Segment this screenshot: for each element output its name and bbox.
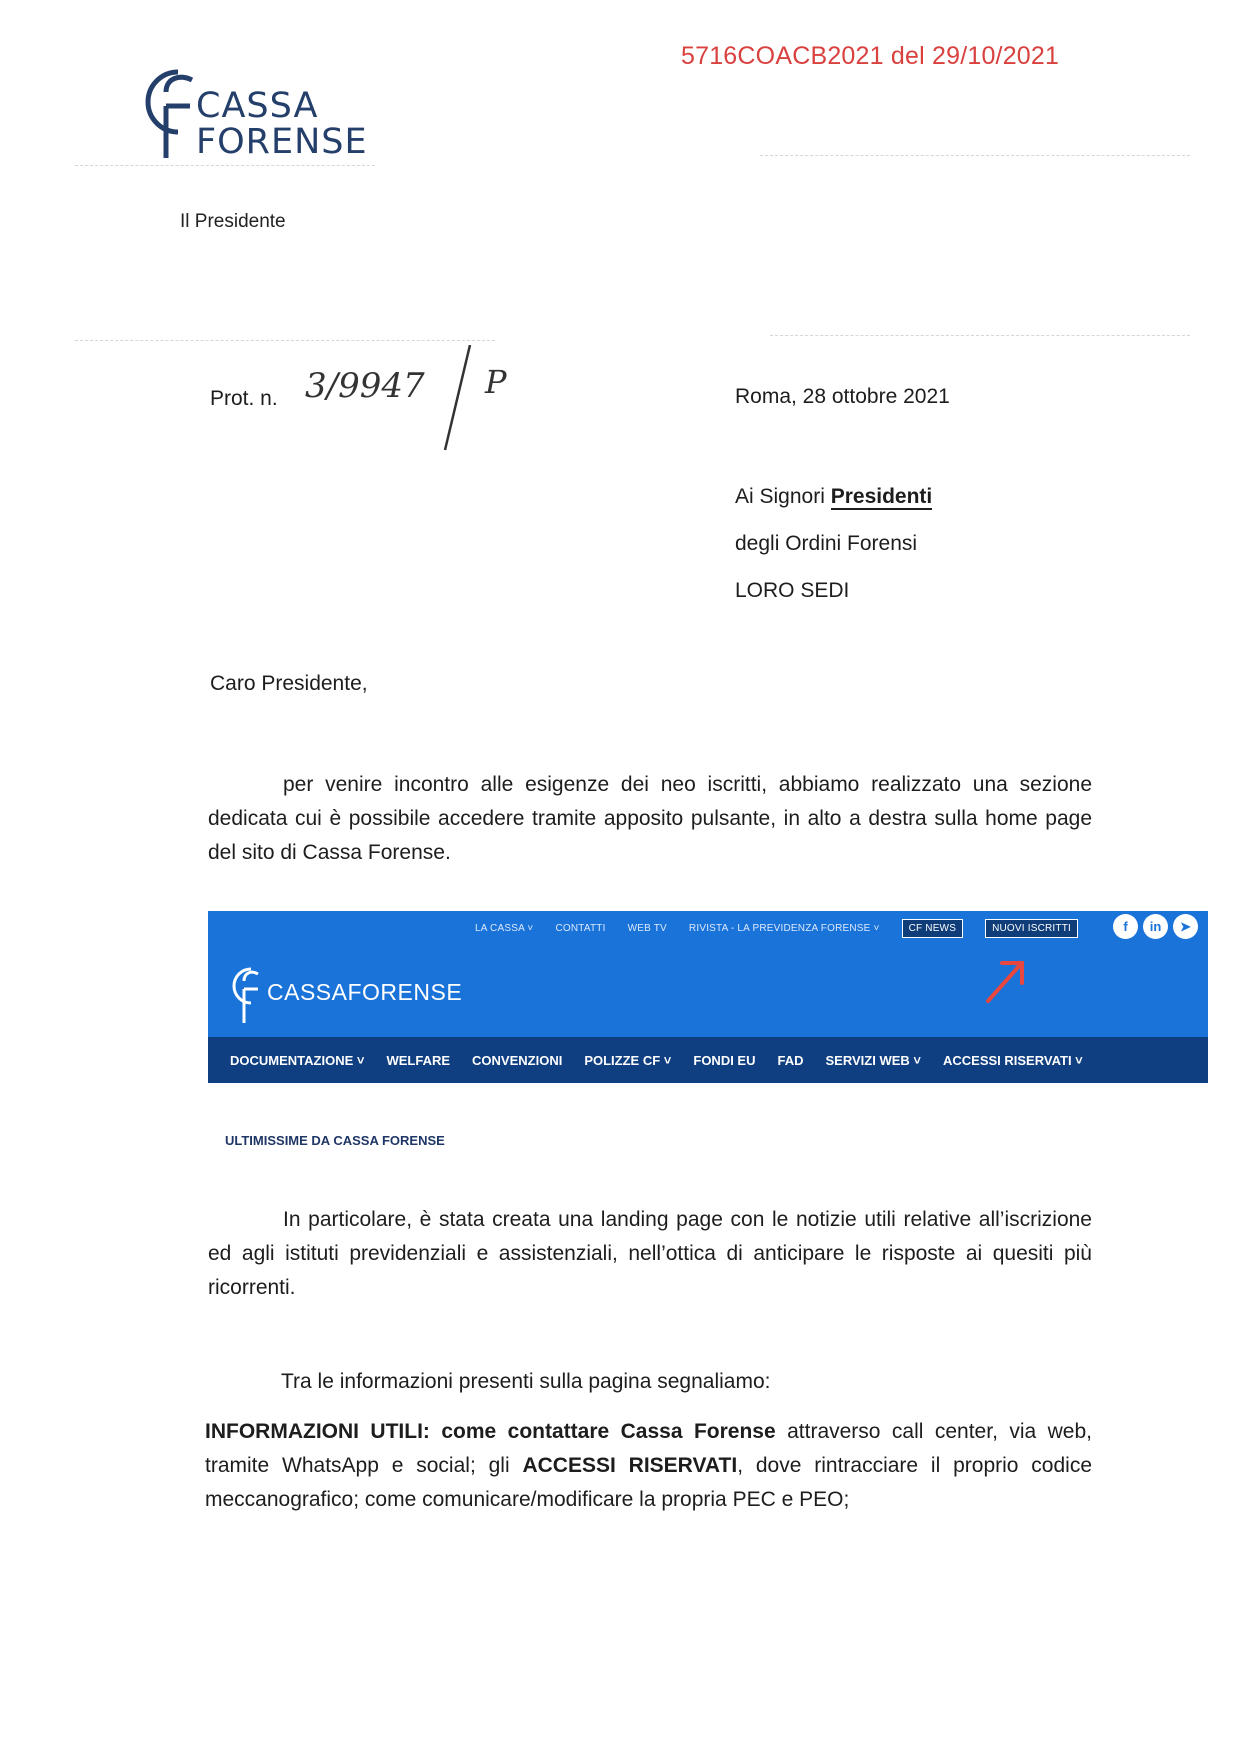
nav-fondi-eu: FONDI EU — [693, 1052, 756, 1068]
p4-text-1: attraverso call center, via web, tramite WhatsApp e social; gli — [205, 1420, 1092, 1477]
website-screenshot — [208, 911, 1208, 1083]
social-icons — [1113, 914, 1198, 939]
p4-separator: : — [422, 1420, 442, 1443]
logo-text-forense: FORENSE — [196, 122, 368, 162]
top-nav-web-tv: WEB TV — [627, 923, 667, 934]
red-arrow-icon — [978, 951, 1038, 1011]
cassa-forense-logo — [130, 58, 380, 162]
top-nav-la-cassa: LA CASSA ˅ — [475, 923, 534, 934]
sender-title: Il Presidente — [180, 211, 286, 232]
website-main-nav — [208, 1037, 1208, 1083]
scan-artifact — [770, 335, 1190, 337]
website-top-nav — [475, 919, 1078, 938]
cf-news-button: CF NEWS — [902, 919, 964, 938]
ultimissime-label: ULTIMISSIME DA CASSA FORENSE — [225, 1133, 445, 1148]
scan-artifact — [760, 155, 1190, 157]
nav-fad: FAD — [777, 1052, 804, 1068]
website-logo-text: CASSAFORENSE — [267, 978, 463, 1005]
nuovi-iscritti-button: NUOVI ISCRITTI — [985, 919, 1078, 938]
addressee-presidenti: Presidenti — [830, 485, 933, 508]
paragraph-1: per venire incontro alle esigenze dei neo iscritti, abbiamo realizzato una sezione dedicata cui è possibile accedere tramite apposito pulsante, in alto a destra sulla home page del sito di Cassa Forense. — [208, 773, 1092, 864]
nav-servizi-web: SERVIZI WEB ˅ — [825, 1052, 921, 1068]
handwritten-protocol-number — [305, 345, 535, 455]
handwritten-p: P — [485, 363, 507, 401]
letter-date: Roma, 28 ottobre 2021 — [735, 385, 950, 408]
addressee-line3: LORO SEDI — [735, 579, 850, 602]
top-nav-contatti: CONTATTI — [555, 923, 606, 934]
p4-informazioni-utili: INFORMAZIONI UTILI — [205, 1420, 423, 1443]
nav-convenzioni: CONVENZIONI — [472, 1052, 563, 1068]
scan-artifact — [75, 340, 495, 342]
nav-polizze-cf: POLIZZE CF ˅ — [584, 1052, 672, 1068]
nav-welfare: WELFARE — [386, 1052, 451, 1068]
p4-accessi-riservati: ACCESSI RISERVATI — [522, 1454, 738, 1477]
logo-text-cassa: CASSA — [196, 86, 319, 126]
scan-artifact — [75, 165, 375, 167]
p4-come-contattare: come contattare Cassa Forense — [441, 1420, 776, 1443]
p4-text-2: , dove rintracciare il proprio codice meccanografico; come comunicare/modificare la propria PEC e PEO; — [205, 1454, 1093, 1511]
paragraph-4 — [205, 1415, 1092, 1517]
linkedin-icon: in — [1143, 914, 1168, 939]
salutation: Caro Presidente, — [210, 672, 368, 695]
addressee-line1 — [735, 473, 932, 520]
top-nav-rivista: RIVISTA - LA PREVIDENZA FORENSE ˅ — [688, 923, 880, 934]
telegram-icon: ➤ — [1173, 914, 1198, 939]
protocol-stamp: 5716COACB2021 del 29/10/2021 — [681, 42, 1060, 70]
protocol-label: Prot. n. — [210, 387, 278, 410]
cf-logo-icon — [225, 961, 265, 1023]
nav-documentazione: DOCUMENTAZIONE ˅ — [230, 1052, 365, 1068]
facebook-icon: f — [1113, 914, 1138, 939]
handwritten-digits: 3/9947 — [305, 366, 425, 406]
paragraph-3: Tra le informazioni presenti sulla pagina segnaliamo: — [281, 1370, 771, 1393]
website-logo — [225, 961, 462, 1023]
addressee-prefix: Ai Signori — [735, 485, 831, 508]
paragraph-2: In particolare, è stata creata una landing page con le notizie utili relative all’iscrizione ed agli istituti previdenziali e assistenziali, nell’ottica di anticipare le risposte ai quesiti più ricorrenti. — [208, 1208, 1092, 1299]
addressee-line2: degli Ordini Forensi — [735, 532, 918, 555]
nav-accessi-riservati: ACCESSI RISERVATI ˅ — [942, 1052, 1083, 1068]
